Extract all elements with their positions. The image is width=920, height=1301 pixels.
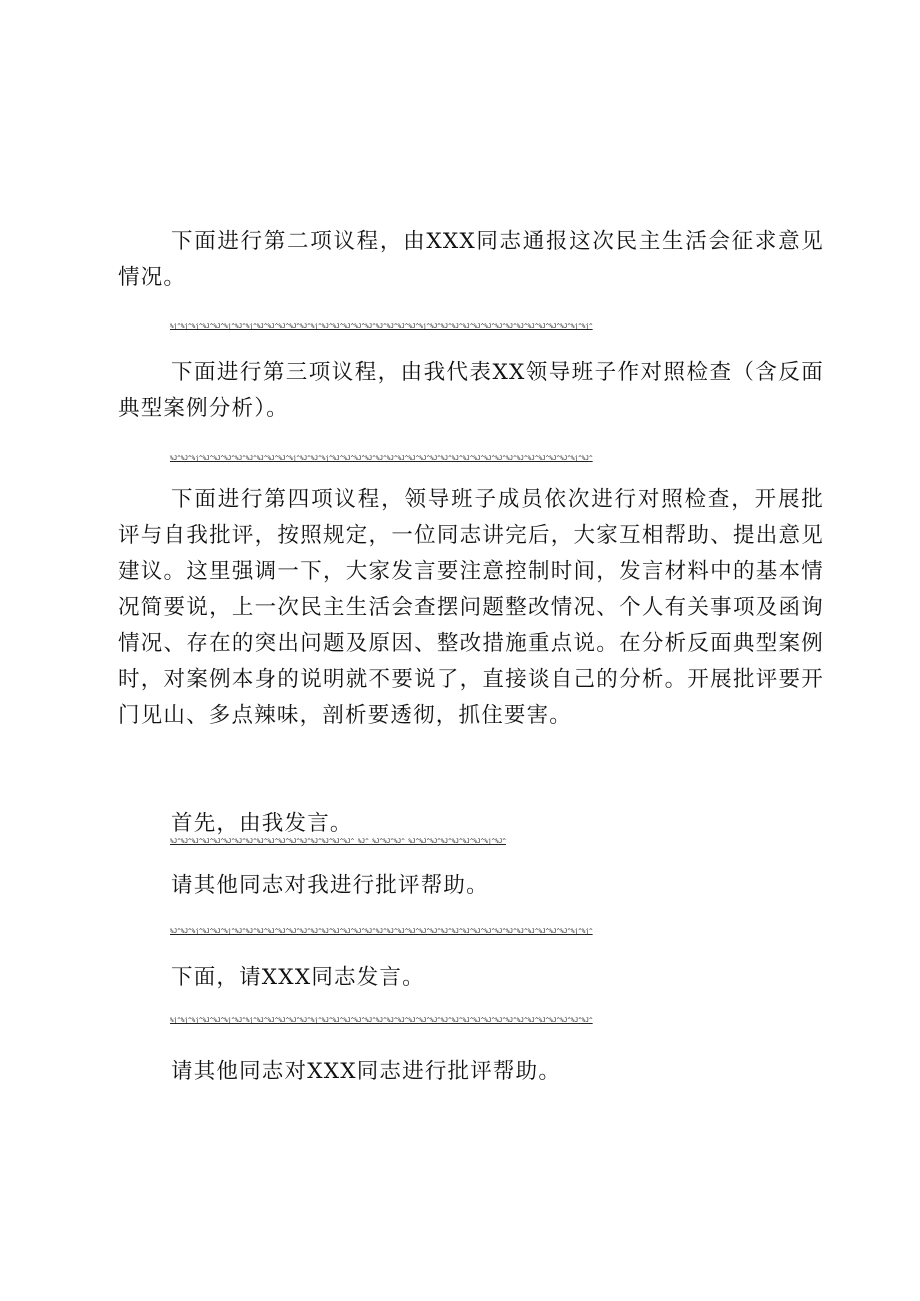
paragraph-criticism-request-2: 请其他同志对XXX同志进行批评帮助。 [171, 1059, 562, 1084]
separator-line-5: %j^%j^%j^%J^%J^%j^%J^%j^%J^%J^%J^%J^%J^%j^%J^%J^%J^%J^%J^%J^%J^%J^%J^%J^%J^%J^%J^%J^%J^%J^%J^%J^%J^%J^%J^%J^%J^%J^%J^ [170, 1017, 593, 1024]
paragraph-first-speech: 首先，由我发言。 [171, 811, 353, 836]
paragraph-criticism-request-1: 请其他同志对我进行批评帮助。 [171, 873, 489, 898]
separator-line-3: %J^%J^%J^%J^%J^%J^%J^%J^%J^%J^%J^%J^%J^%J^%J^%J^%J^ %J^ %J^%J^%J^ %J^%J^%J^%J^%J^%J^%J^%j^%J^ [170, 838, 506, 845]
separator-line-4: %J^%J^%j^%J^%J^%j^%J^%J^%J^%J^%J^%J^%J^%J^%J^%J^%J^%J^%J^%J^%J^%J^%J^%J^%J^%J^%J^%J^%J^%J^%J^%J^%J^%J^%J^%J^%J^%j^%j^ [170, 928, 593, 935]
paragraph-agenda-item-3: 下面进行第三项议程，由我代表XX领导班子作对照检查（含反面典型案例分析）。 [118, 360, 824, 421]
paragraph-next-speaker: 下面，请XXX同志发言。 [171, 965, 425, 990]
separator-line-1: %j^%j^%j^%J^%J^%j^%J^%j^%J^%J^%J^%J^%J^%j^%J^%J^%J^%J^%J^%J^%J^%J^%J^%j^%J^%J^%J^%J^%J^%J^%J^%J^%J^%J^%J^%J^%J^%j^%j^ [170, 323, 593, 330]
separator-line-2: %J^%J^%j^%J^%J^%J^%J^%J^%J^%J^%J^%j^%J^%J^%j^%J^%J^%J^%J^%J^%J^%J^%J^%J^%J^%J^%J^%J^%J^%J^%J^%J^%J^%J^%J^%J^%J^%j^%J^ [170, 455, 593, 462]
paragraph-agenda-item-2: 下面进行第二项议程，由XXX同志通报这次民主生活会征求意见情况。 [118, 229, 824, 290]
paragraph-agenda-item-4: 下面进行第四项议程，领导班子成员依次进行对照检查，开展批评与自我批评，按照规定，一位同志讲完后，大家互相帮助、提出意见建议。这里强调一下，大家发言要注意控制时间，发言材料中的基本情况简要说，上一次民主生活会查摆问题整改情况、个人有关事项及函询情况、存在的突出问题及原因、整改措施重点说。在分析反面典型案例时，对案例本身的说明就不要说了，直接谈自己的分析。开展批评要开门见山、多点辣味，剖析要透彻，抓住要害。 [118, 487, 824, 728]
